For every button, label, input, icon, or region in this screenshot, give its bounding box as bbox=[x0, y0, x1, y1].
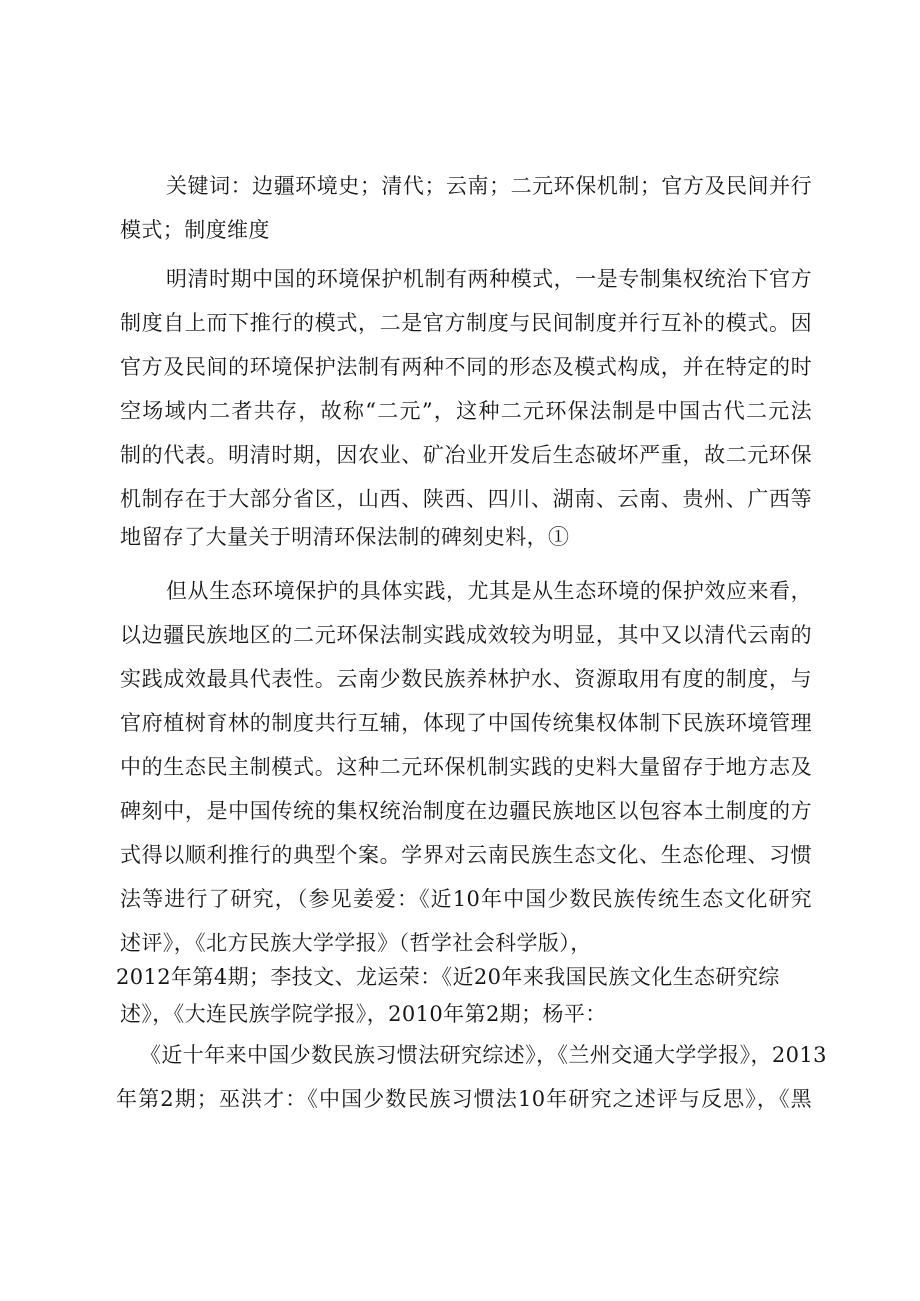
keywords-line-1: 关键词：边疆环境史；清代；云南；二元环保机制；官方及民间并行 bbox=[166, 174, 812, 198]
paragraph-2-line-10: 2012年第4期；李技文、龙运荣：《近20年来我国民族文化生态研究综 bbox=[116, 965, 780, 989]
paragraph-2-line-11: 述》，《大连民族学院学报》，2010年第2期；杨平： bbox=[120, 1002, 607, 1026]
paragraph-1-line-2: 制度自上而下推行的模式，二是官方制度与民间制度并行互补的模式。因 bbox=[120, 311, 812, 335]
paragraph-1-line-1: 明清时期中国的环境保护机制有两种模式，一是专制集权统治下官方 bbox=[166, 267, 812, 291]
paragraph-2-line-6: 碑刻中，是中国传统的集权统治制度在边疆民族地区以包容本土制度的方 bbox=[120, 799, 812, 823]
paragraph-2-line-1: 但从生态环境保护的具体实践，尤其是从生态环境的保护效应来看， bbox=[166, 579, 812, 603]
paragraph-2-line-8: 法等进行了研究，（参见姜爱：《近10年中国少数民族传统生态文化研究 bbox=[120, 887, 812, 911]
paragraph-1-line-6: 机制存在于大部分省区，山西、陕西、四川、湖南、云南、贵州、广西等 bbox=[120, 487, 812, 511]
paragraph-2-line-9: 述评》，《北方民族大学学报》（哲学社会科学版）， bbox=[120, 931, 592, 955]
paragraph-2-line-2: 以边疆民族地区的二元环保法制实践成效较为明显，其中又以清代云南的 bbox=[120, 623, 812, 647]
paragraph-2-line-3: 实践成效最具代表性。云南少数民族养林护水、资源取用有度的制度，与 bbox=[120, 667, 812, 691]
paragraph-1-line-5: 制的代表。明清时期，因农业、矿冶业开发后生态破坏严重，故二元环保 bbox=[120, 443, 812, 467]
paragraph-2-line-13: 年第2期；巫洪才：《中国少数民族习惯法10年研究之述评与反思》，《黑 bbox=[116, 1087, 812, 1111]
paragraph-2-line-7: 式得以顺利推行的典型个案。学界对云南民族生态文化、生态伦理、习惯 bbox=[120, 843, 812, 867]
paragraph-2-line-5: 中的生态民主制模式。这种二元环保机制实践的史料大量留存于地方志及 bbox=[120, 755, 812, 779]
paragraph-1-line-7: 地留存了大量关于明清环保法制的碑刻史料，① bbox=[120, 525, 570, 549]
paragraph-1-line-3: 官方及民间的环境保护法制有两种不同的形态及模式构成，并在特定的时 bbox=[120, 355, 812, 379]
keywords-line-2: 模式；制度维度 bbox=[120, 218, 270, 242]
paragraph-1-line-4: 空场域内二者共存，故称“二元”，这种二元环保法制是中国古代二元法 bbox=[120, 399, 812, 423]
paragraph-2-line-12: 《近十年来中国少数民族习惯法研究综述》，《兰州交通大学学报》，2013 bbox=[140, 1043, 827, 1067]
paragraph-2-line-4: 官府植树育林的制度共行互辅，体现了中国传统集权体制下民族环境管理 bbox=[120, 711, 812, 735]
